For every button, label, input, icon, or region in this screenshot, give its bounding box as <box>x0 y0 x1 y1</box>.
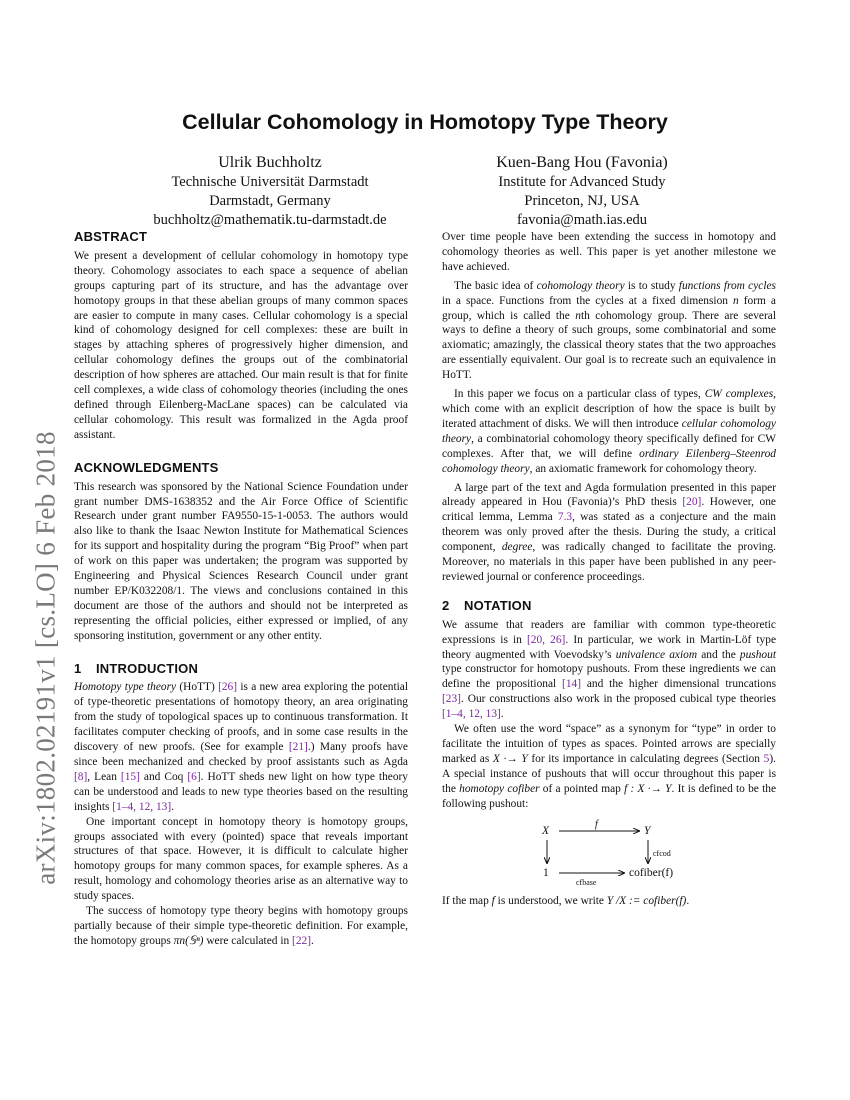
notation-heading <box>442 599 776 614</box>
author-block-2 <box>382 152 782 230</box>
intro-paragraph-1 <box>74 680 408 814</box>
lemma-link[interactable]: 7.3 <box>557 511 573 524</box>
arxiv-identifier: arXiv:1802.02191v1 [cs.LO] 6 Feb 2018 <box>30 431 61 885</box>
author-affiliation: Institute for Advanced Study <box>498 174 666 190</box>
text: and Coq <box>139 770 188 783</box>
text: and the higher dimensional truncations <box>581 678 776 691</box>
text: th cohomology group. There are several ways to define a theory of such groups, some combinatorial and some axiomatic; amazingly, the classical theory states that the two approaches are essentially equivalent. Our goal is to recreate such an equivalence in HoTT. <box>442 309 777 382</box>
citation-link[interactable]: [23] <box>442 693 461 706</box>
text: We often use the word “space” as a synonym for “type” in order to facilitate the intuition of types as spaces. Pointed arrows are specially marked as <box>442 723 776 765</box>
text: , Lean <box>87 770 121 783</box>
math: Y /X := cofiber(f) <box>606 894 687 907</box>
continued-paragraph: Over time people have been extending the success in homotopy and cohomology theories as well. This paper is yet another milestone we have achieved. <box>442 231 776 273</box>
emphasis: ordinary Eilenberg–Steenrod cohomology theory <box>442 447 776 475</box>
author-location: Princeton, NJ, USA <box>524 193 640 209</box>
notation-paragraph-3 <box>442 894 776 909</box>
text: , a combinatorial cohomology theory specifically defined for CW complexes. After that, we will define <box>442 432 776 460</box>
emphasis: homotopy cofiber <box>459 782 540 795</box>
text: . <box>311 934 314 947</box>
math: f <box>491 894 495 907</box>
node-x: X <box>542 824 550 837</box>
emphasis: pushout <box>739 648 776 661</box>
citation-link[interactable]: [8] <box>74 770 88 783</box>
abstract-heading: ABSTRACT <box>74 229 148 244</box>
author-affiliation: Technische Universität Darmstadt <box>171 174 369 190</box>
math: n <box>733 294 739 307</box>
text: The success of homotopy type theory begins with homotopy groups partially because of their simple type-theoretic definition. For example, the homotopy groups <box>74 905 408 947</box>
emphasis: cohomology theory <box>536 279 625 292</box>
left-column <box>74 230 408 949</box>
node-cofiber: cofiber(f) <box>629 866 674 879</box>
section-link[interactable]: 5 <box>763 752 770 765</box>
diagram-arrows <box>442 818 776 890</box>
term: Homotopy type theory <box>74 681 177 694</box>
citation-link[interactable]: [15] <box>120 770 140 783</box>
text: . HoTT sheds new light on how type theory can be understood and leads to new type theories based on the resulting insights <box>74 770 409 813</box>
text: ). A special instance of pushouts that will occur throughout this paper is the <box>442 752 776 795</box>
label-cfcod: cfcod <box>653 848 671 858</box>
citation-link[interactable]: [6] <box>187 770 201 783</box>
text: We assume that readers are familiar with common type-theoretic expressions is in <box>442 618 776 646</box>
text: The basic idea of <box>454 279 537 292</box>
text: , an axiomatic framework for cohomology theory. <box>529 462 757 475</box>
emphasis: functions from cycles <box>678 279 776 292</box>
text: , which come with an explicit description of how the space is built by iterated attachment of disks. We will then introduce <box>442 388 776 430</box>
text: form a group, which is called the <box>442 294 776 322</box>
acknowledgments-text: This research was sponsored by the National Science Foundation under grant number DMS-1638352 and the Air Force Office of Scientific Research under grant number FA9550-15-1-0053. The authors would also like to thank the Isaac Newton Institute for Mathematical Sciences for its support and hospitality during the program “Big Proof” when part of work on this paper was undertaken; the program was supported by Engineering and Physical Sciences Research Council under grant number EP/K032208/1. The views and conclusions contained in this document are those of the authors and should not be interpreted as representing the official policies, either expressed or implied, of any sponsoring institution, government or any other entity. <box>74 480 408 642</box>
text: . <box>686 894 690 907</box>
label-f: f <box>595 818 598 830</box>
text: . <box>171 800 175 813</box>
label-cfbase: cfbase <box>576 877 597 887</box>
emphasis: cellular cohomology theory <box>442 417 776 445</box>
math: n <box>575 309 581 322</box>
intro-paragraph-3 <box>74 904 408 949</box>
text: is to study <box>624 279 679 292</box>
text: If the map <box>442 894 492 907</box>
emphasis: univalence axiom <box>615 648 698 661</box>
text: in a space. Functions from the cycles at a fixed dimension <box>442 294 734 307</box>
text: A large part of the text and Agda formulation presented in this paper already appeared in Hou (Favonia)’s PhD thesis <box>442 481 776 509</box>
paper-title: Cellular Cohomology in Homotopy Type Theory <box>182 110 668 134</box>
citation-link[interactable]: [26] <box>218 681 238 694</box>
text: . Our constructions also work in the proposed cubical type theories <box>460 693 776 706</box>
math: πn(𝕊ⁿ) <box>173 934 204 947</box>
text: . However, one critical lemma, Lemma <box>442 496 776 524</box>
abstract-text: We present a development of cellular cohomology in homotopy type theory. Cohomology associates to each space a sequence of abelian groups capturing part of its structure, and has the advantage over homotopy groups in that these abelian groups of many common spaces are easier to compute in many cases. Cellular cohomology is a special kind of cohomology designed for cell complexes: these are built in stages by attaching spheres of progressively higher dimension, and cellular cohomology defines the groups out of the combinatorial description of how spheres are attached. Our main result is that for finite cell complexes, a wide class of cohomology theories (including the ones defined through Eilenberg-MacLane spaces) can be calculated via cellular cohomology. This result was formalized in the Agda proof assistant. <box>74 249 408 441</box>
text: of a pointed map <box>539 782 625 795</box>
text: type constructor for homotopy pushouts. From these ingredients we can define the propositional <box>442 663 776 691</box>
citation-link[interactable]: [20, 26] <box>527 633 566 646</box>
citation-link[interactable]: [14] <box>562 678 582 691</box>
math: X ·→ Y <box>492 752 528 765</box>
text: .) Many proofs have since been mechanized and checked by proof assistants such as Agda <box>74 741 408 768</box>
text: , was radically changed to facilitate the proving. Moreover, no materials in this paper have been published in any peer-reviewed journal or conference proceedings. <box>442 541 777 583</box>
text: for its importance in calculating degrees (Section <box>527 752 764 765</box>
author-name: Kuen-Bang Hou (Favonia) <box>496 154 668 171</box>
section-number: 1 <box>74 660 82 676</box>
intro-paragraph-2: One important concept in homotopy theory is homotopy groups, groups associated with every (pointed) space that reveals important structures of that space. However, it is difficult to calculate higher homotopy groups for many common spaces, for example spheres. As a result, homology and cohomology theories arise as an alternative way to study spaces. <box>74 815 408 903</box>
text: , was stated as a conjecture and the main theorem was only proved after the thesis. During the study, a critical component, <box>442 511 777 554</box>
author-email[interactable]: favonia@math.ias.edu <box>516 212 648 228</box>
text: . It is defined to be the following pushout: <box>442 782 777 810</box>
text: . In particular, we work in Martin-Löf type theory augmented with Voevodsky’s <box>442 633 776 661</box>
author-email[interactable]: buchholtz@mathematik.tu-darmstadt.de <box>153 212 387 228</box>
author-location: Darmstadt, Germany <box>209 193 331 209</box>
right-column <box>442 230 776 908</box>
pushout-diagram <box>442 818 776 890</box>
text: (HoTT) <box>176 681 219 694</box>
text: . <box>500 708 504 721</box>
node-unit: 1 <box>543 866 549 879</box>
math: f : X ·→ Y <box>624 782 672 795</box>
citation-link[interactable]: [20] <box>682 496 702 509</box>
author-name: Ulrik Buchholtz <box>218 154 322 171</box>
acknowledgments-heading: ACKNOWLEDGMENTS <box>74 459 219 475</box>
text: is a new area exploring the potential of type-theoretic presentations of homotopy theory, an area originating from the study of topological spaces up to continuous transformation. It facilitates computer checking of proofs, and in some case results in the discovery of new proofs. (See for example <box>74 681 408 754</box>
text: and the <box>697 648 740 661</box>
text: is understood, we write <box>494 894 607 907</box>
notation-paragraph-1 <box>442 618 776 722</box>
citation-link[interactable]: [1–4, 12, 13] <box>112 800 172 813</box>
thesis-paragraph <box>442 481 776 585</box>
section-title: INTRODUCTION <box>96 660 199 676</box>
focus-paragraph <box>442 387 776 476</box>
emphasis: degree <box>501 541 533 554</box>
emphasis: CW complexes <box>704 388 774 401</box>
node-y: Y <box>644 824 651 837</box>
citation-link[interactable]: [1–4, 12, 13] <box>442 708 501 721</box>
introduction-heading <box>74 662 408 677</box>
basic-idea-paragraph <box>442 279 776 383</box>
section-title: NOTATION <box>464 597 532 613</box>
notation-paragraph-2 <box>442 722 776 811</box>
text: In this paper we focus on a particular class of types, <box>454 388 705 401</box>
citation-link[interactable]: [21] <box>288 741 308 754</box>
section-number: 2 <box>442 597 450 613</box>
citation-link[interactable]: [22] <box>292 934 312 947</box>
text: were calculated in <box>203 934 293 947</box>
